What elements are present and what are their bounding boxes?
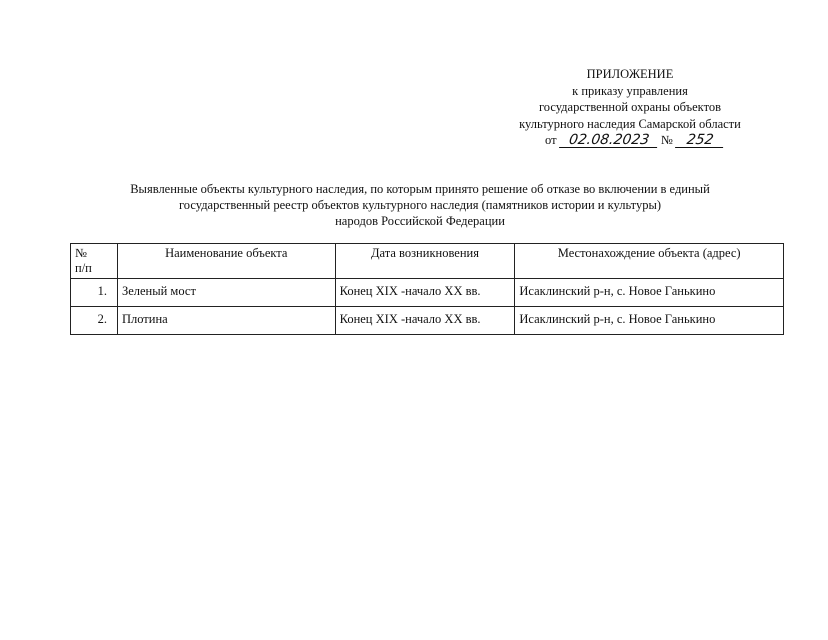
header-location: Местонахождение объекта (адрес)	[515, 244, 784, 279]
attachment-block	[480, 66, 780, 149]
table-header-row	[71, 244, 784, 279]
row-date: Конец XIX -начало XX вв.	[335, 279, 515, 307]
row-index: 2.	[71, 307, 118, 335]
document-title	[60, 181, 780, 229]
title-line-3: народов Российской Федерации	[335, 214, 505, 228]
attachment-line-3: культурного наследия Самарской области	[519, 116, 741, 131]
attachment-line-1: к приказу управления	[572, 83, 688, 98]
row-name: Зеленый мост	[117, 279, 335, 307]
table-row	[71, 307, 784, 335]
row-date: Конец XIX -начало XX вв.	[335, 307, 515, 335]
row-location: Исаклинский р-н, с. Новое Ганькино	[515, 307, 784, 335]
header-date: Дата возникновения	[335, 244, 515, 279]
title-line-2: государственный реестр объектов культурного наследия (памятников истории и культуры)	[178, 198, 662, 212]
table-row	[71, 279, 784, 307]
header-number-line-1: №	[75, 246, 87, 260]
handwritten-number: 252	[675, 134, 725, 148]
row-location: Исаклинский р-н, с. Новое Ганькино	[515, 279, 784, 307]
handwritten-date: 02.08.2023	[559, 134, 659, 148]
date-prefix: от	[545, 133, 557, 147]
objects-table	[70, 243, 784, 335]
row-name: Плотина	[117, 307, 335, 335]
attachment-heading: ПРИЛОЖЕНИЕ	[586, 67, 674, 81]
row-index: 1.	[71, 279, 118, 307]
title-line-1: Выявленные объекты культурного наследия, по которым принято решение об отказе во включении в единый	[130, 182, 710, 196]
header-name: Наименование объекта	[117, 244, 335, 279]
number-prefix: №	[660, 133, 673, 147]
attachment-date-number-line	[480, 132, 780, 149]
attachment-line-2: государственной охраны объектов	[538, 100, 722, 114]
header-number-line-2: п/п	[75, 261, 92, 275]
header-number	[71, 244, 118, 279]
